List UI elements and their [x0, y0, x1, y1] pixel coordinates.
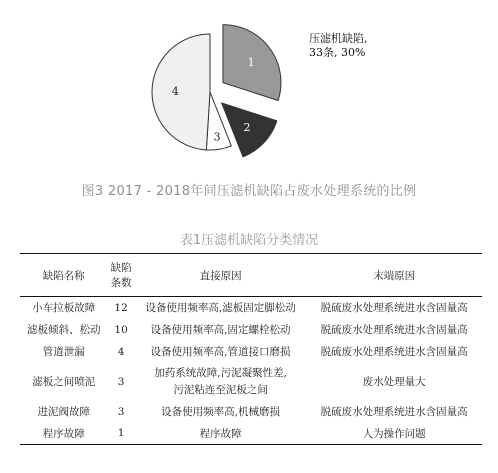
cell-defect-name: 程序故障 [42, 427, 85, 440]
defect-pie-chart [0, 0, 498, 180]
cell-defect-name: 滤板倾斜、松动 [26, 324, 101, 336]
cell-root-cause: 脱硫废水处理系统进水含固量高 [320, 324, 468, 336]
table-row [20, 363, 482, 401]
cell-direct-cause: 程序故障 [199, 427, 242, 440]
table-row [20, 319, 482, 341]
pie-slice-label: 4 [171, 84, 179, 98]
pie-callout [309, 32, 368, 60]
table-row [20, 401, 482, 423]
cell-direct-cause-line: 污泥粘连至泥板之间 [173, 383, 268, 396]
pie-slice-label: 1 [247, 56, 255, 70]
pie-callout-line: 33条, 30% [309, 46, 366, 59]
cell-direct-cause-line: 加药系统故障,污泥凝聚性差, [154, 366, 287, 379]
header-count-line: 缺陷 [110, 262, 132, 274]
defect-classification-table [20, 253, 482, 445]
header-defect-name: 缺陷名称 [42, 269, 85, 282]
cell-root-cause: 脱硫废水处理系统进水含固量高 [320, 406, 468, 418]
cell-root-cause: 脱硫废水处理系统进水含固量高 [320, 302, 468, 315]
cell-defect-count: 10 [114, 323, 128, 336]
pie-slice-label: 2 [243, 120, 251, 134]
pie-slice-label: 3 [213, 130, 221, 144]
cell-defect-count: 4 [117, 345, 125, 358]
header-defect-count [107, 254, 134, 297]
cell-direct-cause [135, 363, 307, 401]
cell-direct-cause: 设备使用频率高,管道接口磨损 [150, 346, 291, 358]
cell-defect-count: 1 [117, 427, 125, 440]
cell-defect-count: 12 [114, 301, 128, 314]
header-count-line: 条数 [110, 277, 132, 289]
header-root-cause: 末端原因 [373, 269, 416, 282]
cell-root-cause: 脱硫废水处理系统进水含固量高 [320, 346, 468, 358]
cell-defect-name: 进泥阀故障 [37, 406, 90, 418]
cell-defect-count: 3 [117, 405, 125, 418]
cell-direct-cause: 设备使用频率高,滤板固定脚松动 [145, 302, 296, 315]
cell-direct-cause: 设备使用频率高,机械磨损 [161, 406, 280, 418]
cell-defect-name: 管道泄漏 [42, 346, 85, 358]
header-direct-cause: 直接原因 [199, 269, 242, 282]
table-row [20, 297, 482, 319]
figure-caption: 图3 2017 - 2018年间压滤机缺陷占废水处理系统的比例 [81, 184, 417, 199]
cell-direct-cause: 设备使用频率高,固定螺栓松动 [150, 324, 291, 336]
table-header-row [20, 254, 482, 297]
pie-callout-line: 压滤机缺陷, [309, 32, 368, 45]
pie-slice-4 [152, 34, 210, 150]
table-title: 表1压滤机缺陷分类情况 [179, 233, 319, 248]
cell-defect-name: 小车拉板故障 [32, 302, 96, 315]
table-row [20, 423, 482, 445]
cell-root-cause: 人为操作问题 [362, 427, 426, 440]
cell-root-cause: 废水处理量大 [362, 376, 426, 388]
table-row [20, 341, 482, 363]
cell-defect-count: 3 [117, 375, 125, 388]
cell-defect-name: 滤板之间喷泥 [32, 376, 96, 388]
